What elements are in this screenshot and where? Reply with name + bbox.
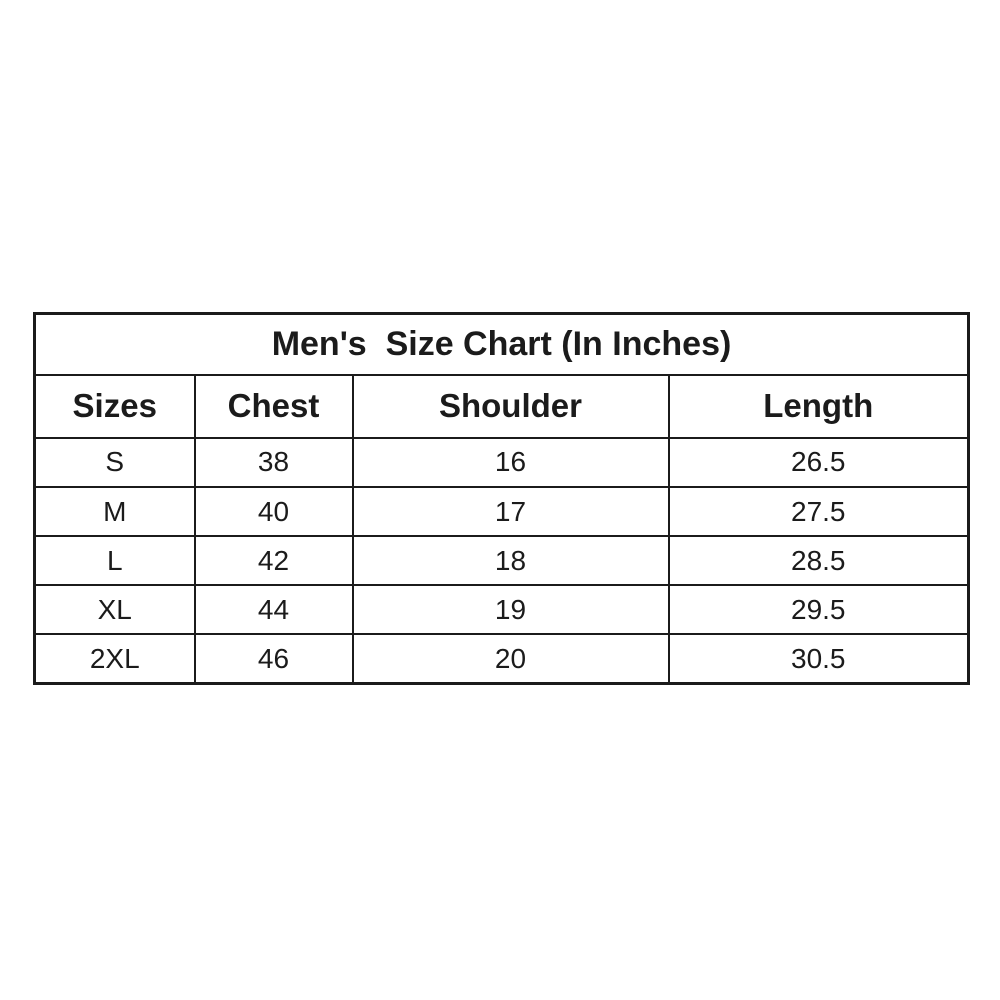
length-cell: 26.5 xyxy=(669,438,969,487)
table-title: Men's Size Chart (In Inches) xyxy=(35,314,969,375)
length-cell: 27.5 xyxy=(669,487,969,536)
size-cell: M xyxy=(35,487,195,536)
column-header-length: Length xyxy=(669,375,969,438)
column-header-chest: Chest xyxy=(195,375,353,438)
shoulder-cell: 16 xyxy=(353,438,669,487)
column-header-sizes: Sizes xyxy=(35,375,195,438)
table-row xyxy=(35,634,969,683)
table-row xyxy=(35,487,969,536)
length-cell: 30.5 xyxy=(669,634,969,683)
shoulder-cell: 19 xyxy=(353,585,669,634)
size-cell: S xyxy=(35,438,195,487)
size-cell: XL xyxy=(35,585,195,634)
table-title-row xyxy=(35,314,969,375)
shoulder-cell: 18 xyxy=(353,536,669,585)
shoulder-cell: 20 xyxy=(353,634,669,683)
column-header-shoulder: Shoulder xyxy=(353,375,669,438)
length-cell: 28.5 xyxy=(669,536,969,585)
size-cell: 2XL xyxy=(35,634,195,683)
size-chart xyxy=(33,312,967,685)
shoulder-cell: 17 xyxy=(353,487,669,536)
chest-cell: 42 xyxy=(195,536,353,585)
length-cell: 29.5 xyxy=(669,585,969,634)
chest-cell: 40 xyxy=(195,487,353,536)
table-row xyxy=(35,536,969,585)
table-header-row xyxy=(35,375,969,438)
chest-cell: 44 xyxy=(195,585,353,634)
table-row xyxy=(35,585,969,634)
chest-cell: 38 xyxy=(195,438,353,487)
table-row xyxy=(35,438,969,487)
size-chart-table xyxy=(33,312,970,685)
chest-cell: 46 xyxy=(195,634,353,683)
size-cell: L xyxy=(35,536,195,585)
